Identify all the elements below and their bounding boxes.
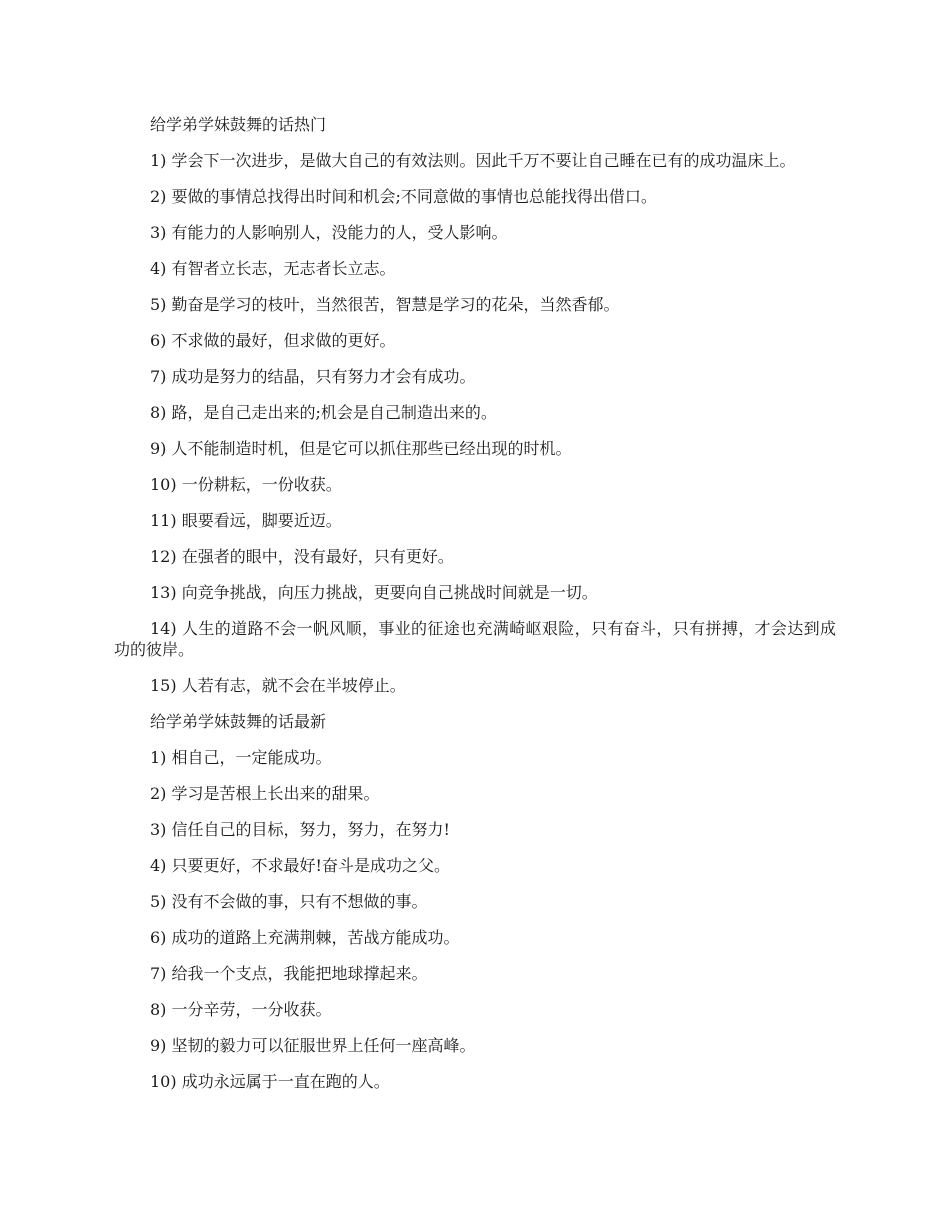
list-item: 5) 没有不会做的事，只有不想做的事。	[150, 892, 428, 911]
list-item: 9) 坚韧的毅力可以征服世界上任何一座高峰。	[150, 1036, 476, 1055]
list-item: 3) 信任自己的目标，努力，努力，在努力!	[150, 820, 450, 839]
list-item: 11) 眼要看远，脚要近迈。	[150, 511, 342, 530]
list-item: 4) 只要更好，不求最好!奋斗是成功之父。	[150, 856, 450, 875]
list-item: 6) 不求做的最好，但求做的更好。	[150, 331, 396, 350]
list-item: 6) 成功的道路上充满荆棘，苦战方能成功。	[150, 928, 460, 947]
list-item: 15) 人若有志，就不会在半坡停止。	[150, 676, 406, 695]
list-item: 10) 成功永远属于一直在跑的人。	[150, 1072, 390, 1091]
list-item: 5) 勤奋是学习的枝叶，当然很苦，智慧是学习的花朵，当然香郁。	[150, 295, 620, 314]
document-page	[114, 114, 836, 1107]
list-item: 7) 给我一个支点，我能把地球撑起来。	[150, 964, 428, 983]
list-item: 9) 人不能制造时机，但是它可以抓住那些已经出现的时机。	[150, 439, 572, 458]
section-heading: 给学弟学妹鼓舞的话最新	[150, 712, 327, 731]
list-item: 7) 成功是努力的结晶，只有努力才会有成功。	[150, 367, 476, 386]
list-item: 14) 人生的道路不会一帆风顺，事业的征途也充满崎岖艰险，只有奋斗，只有拼搏，才会达到成功的彼岸。	[114, 619, 836, 659]
list-item: 3) 有能力的人影响别人，没能力的人，受人影响。	[150, 223, 508, 242]
list-item: 8) 路，是自己走出来的;机会是自己制造出来的。	[150, 403, 497, 422]
list-item: 8) 一分辛劳，一分收获。	[150, 1000, 332, 1019]
list-item: 4) 有智者立长志，无志者长立志。	[150, 259, 396, 278]
list-item: 1) 相自己，一定能成功。	[150, 748, 332, 767]
list-item: 10) 一份耕耘，一份收获。	[150, 475, 342, 494]
list-item: 13) 向竞争挑战，向压力挑战，更要向自己挑战时间就是一切。	[150, 583, 598, 602]
list-item: 1) 学会下一次进步，是做大自己的有效法则。因此千万不要让自己睡在已有的成功温床上。	[150, 151, 796, 170]
list-item: 12) 在强者的眼中，没有最好，只有更好。	[150, 547, 454, 566]
list-item: 2) 要做的事情总找得出时间和机会;不同意做的事情也总能找得出借口。	[150, 187, 657, 206]
section-heading: 给学弟学妹鼓舞的话热门	[150, 115, 327, 134]
list-item: 2) 学习是苦根上长出来的甜果。	[150, 784, 380, 803]
